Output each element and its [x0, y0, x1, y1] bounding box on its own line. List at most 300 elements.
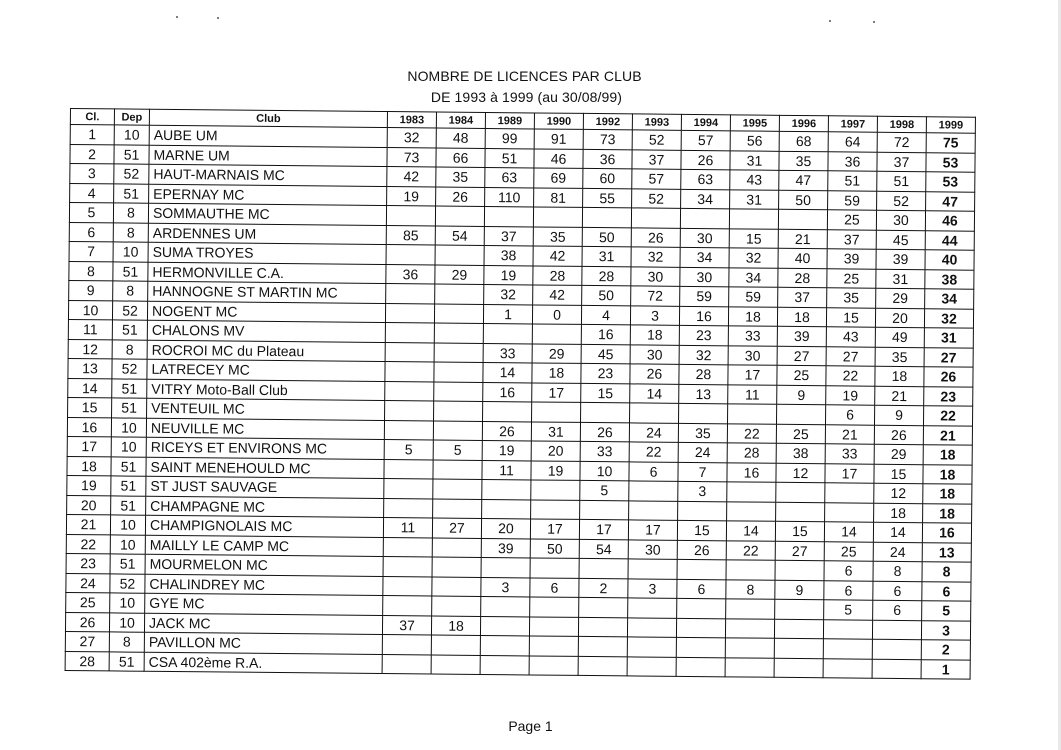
- count-cell: 17: [628, 520, 677, 540]
- count-cell: 16: [581, 324, 630, 344]
- count-cell: 35: [436, 167, 485, 187]
- count-cell: 2: [579, 578, 628, 598]
- count-cell: [823, 639, 872, 659]
- count-cell: 18: [923, 464, 972, 484]
- count-cell: 64: [828, 132, 877, 152]
- count-cell: 85: [386, 225, 435, 245]
- count-cell: 26: [436, 187, 485, 207]
- count-cell: 59: [828, 190, 877, 210]
- club-cell: VENTEUIL MC: [147, 398, 385, 420]
- count-cell: [778, 209, 827, 229]
- count-cell: 8: [922, 562, 971, 582]
- count-cell: [383, 557, 432, 577]
- count-cell: 7: [678, 462, 727, 482]
- count-cell: [725, 638, 774, 658]
- rank-cell: 9: [69, 280, 113, 300]
- count-cell: 6: [677, 579, 726, 599]
- count-cell: 1: [483, 304, 532, 324]
- count-cell: 15: [729, 228, 778, 248]
- count-cell: 27: [775, 541, 824, 561]
- count-cell: 30: [728, 345, 777, 365]
- count-cell: [432, 576, 481, 596]
- rank-cell: 18: [67, 456, 111, 476]
- rank-cell: 15: [68, 397, 112, 417]
- count-cell: [432, 557, 481, 577]
- count-cell: 9: [874, 405, 923, 425]
- count-cell: [825, 483, 874, 503]
- count-cell: 18: [875, 366, 924, 386]
- count-cell: 18: [923, 503, 972, 523]
- count-cell: 18: [728, 306, 777, 326]
- dep-cell: 8: [109, 632, 144, 652]
- count-cell: [776, 482, 825, 502]
- count-cell: [872, 620, 921, 640]
- dep-cell: 51: [112, 398, 147, 418]
- count-cell: [777, 404, 826, 424]
- club-cell: CHALONS MV: [147, 320, 385, 342]
- count-cell: 6: [922, 581, 971, 601]
- club-cell: HANNOGNE ST MARTIN MC: [148, 281, 386, 303]
- count-cell: 40: [778, 248, 827, 268]
- count-cell: 20: [481, 518, 530, 538]
- count-cell: 15: [874, 464, 923, 484]
- count-cell: 37: [877, 152, 926, 172]
- count-cell: 5: [433, 440, 482, 460]
- count-cell: [529, 636, 578, 656]
- count-cell: 73: [387, 147, 436, 167]
- count-cell: [578, 617, 627, 637]
- count-cell: 32: [679, 345, 728, 365]
- count-cell: 47: [926, 191, 975, 211]
- count-cell: [775, 560, 824, 580]
- count-cell: 12: [776, 463, 825, 483]
- count-cell: [383, 596, 432, 616]
- count-cell: 20: [531, 441, 580, 461]
- count-cell: [432, 537, 481, 557]
- count-cell: 9: [777, 385, 826, 405]
- count-cell: 10: [580, 461, 629, 481]
- count-cell: [532, 402, 581, 422]
- dep-cell: 8: [112, 339, 147, 359]
- count-cell: 27: [826, 346, 875, 366]
- count-cell: 25: [827, 268, 876, 288]
- count-cell: 27: [924, 347, 973, 367]
- count-cell: 51: [828, 171, 877, 191]
- dep-cell: 52: [112, 300, 147, 320]
- count-cell: 2: [921, 640, 970, 660]
- count-cell: 26: [924, 367, 973, 387]
- club-cell: CHAMPIGNOLAIS MC: [145, 515, 383, 537]
- count-cell: 42: [533, 285, 582, 305]
- count-cell: [384, 479, 433, 499]
- count-cell: 44: [925, 230, 974, 250]
- count-cell: 14: [873, 522, 922, 542]
- count-cell: 12: [874, 483, 923, 503]
- count-cell: 8: [873, 561, 922, 581]
- count-cell: [385, 342, 434, 362]
- count-cell: [529, 655, 578, 675]
- count-cell: 13: [679, 384, 728, 404]
- count-cell: [531, 480, 580, 500]
- count-cell: 68: [779, 131, 828, 151]
- count-cell: 3: [481, 577, 530, 597]
- count-cell: 36: [386, 264, 435, 284]
- count-cell: [582, 207, 631, 227]
- rank-cell: 19: [67, 475, 111, 495]
- dep-cell: 10: [114, 125, 149, 145]
- count-cell: 22: [923, 406, 972, 426]
- count-cell: 18: [630, 325, 679, 345]
- count-cell: 59: [729, 287, 778, 307]
- club-cell: HAUT-MARNAIS MC: [149, 164, 387, 186]
- count-cell: 110: [485, 187, 534, 207]
- count-cell: 91: [534, 129, 583, 149]
- count-cell: 6: [824, 561, 873, 581]
- count-cell: 19: [826, 385, 875, 405]
- dep-cell: 51: [111, 495, 146, 515]
- count-cell: 52: [632, 130, 681, 150]
- count-cell: 31: [531, 421, 580, 441]
- count-cell: 50: [582, 285, 631, 305]
- count-cell: 32: [924, 308, 973, 328]
- count-cell: [433, 479, 482, 499]
- count-cell: [483, 401, 532, 421]
- count-cell: 39: [827, 249, 876, 269]
- rank-cell: 8: [69, 261, 113, 281]
- count-cell: 25: [824, 541, 873, 561]
- count-cell: [631, 208, 680, 228]
- count-cell: [727, 482, 776, 502]
- count-cell: [676, 637, 725, 657]
- count-cell: 29: [435, 265, 484, 285]
- count-cell: [677, 598, 726, 618]
- count-cell: 5: [384, 440, 433, 460]
- count-cell: 15: [677, 520, 726, 540]
- count-cell: 52: [632, 188, 681, 208]
- count-cell: 15: [581, 383, 630, 403]
- club-cell: NOGENT MC: [147, 301, 385, 323]
- count-cell: [628, 598, 677, 618]
- count-cell: 56: [730, 131, 779, 151]
- rank-cell: 3: [70, 164, 114, 184]
- count-cell: 24: [873, 542, 922, 562]
- count-cell: 5: [580, 480, 629, 500]
- count-cell: 26: [482, 421, 531, 441]
- count-cell: 48: [436, 128, 485, 148]
- rank-cell: 20: [67, 495, 111, 515]
- count-cell: [384, 498, 433, 518]
- count-cell: 13: [922, 542, 971, 562]
- count-cell: [384, 420, 433, 440]
- rank-cell: 13: [68, 358, 112, 378]
- count-cell: 26: [631, 227, 680, 247]
- count-cell: 19: [484, 265, 533, 285]
- count-cell: 29: [876, 288, 925, 308]
- count-cell: 28: [533, 265, 582, 285]
- count-cell: 35: [779, 151, 828, 171]
- count-cell: [627, 637, 676, 657]
- count-cell: 23: [581, 363, 630, 383]
- count-cell: 8: [726, 579, 775, 599]
- count-cell: [386, 284, 435, 304]
- count-cell: 11: [383, 518, 432, 538]
- count-cell: 16: [727, 462, 776, 482]
- count-cell: [774, 619, 823, 639]
- count-cell: 42: [387, 167, 436, 187]
- count-cell: [531, 499, 580, 519]
- count-cell: [434, 382, 483, 402]
- club-cell: EPERNAY MC: [149, 184, 387, 206]
- count-cell: 55: [583, 188, 632, 208]
- rank-cell: 26: [65, 612, 109, 632]
- club-cell: ARDENNES UM: [148, 223, 386, 245]
- count-cell: 30: [630, 344, 679, 364]
- count-cell: 16: [483, 382, 532, 402]
- count-cell: [627, 617, 676, 637]
- count-cell: 3: [630, 305, 679, 325]
- dep-cell: 10: [111, 437, 146, 457]
- club-cell: MARNE UM: [149, 145, 387, 167]
- count-cell: 21: [875, 386, 924, 406]
- count-cell: [386, 245, 435, 265]
- rank-cell: 21: [66, 514, 110, 534]
- count-cell: 33: [580, 441, 629, 461]
- count-cell: 34: [925, 289, 974, 309]
- count-cell: 72: [631, 286, 680, 306]
- count-cell: 17: [532, 382, 581, 402]
- count-cell: [629, 500, 678, 520]
- club-cell: PAVILLON MC: [144, 632, 382, 654]
- dep-cell: 51: [111, 456, 146, 476]
- count-cell: 32: [484, 284, 533, 304]
- licences-table: [65, 108, 976, 680]
- column-header: 1990: [534, 113, 583, 129]
- count-cell: [676, 618, 725, 638]
- count-cell: 46: [925, 211, 974, 231]
- count-cell: [530, 558, 579, 578]
- dep-cell: 10: [110, 593, 145, 613]
- count-cell: [434, 323, 483, 343]
- column-header: Dep: [114, 109, 149, 125]
- rank-cell: 27: [65, 631, 109, 651]
- count-cell: 22: [826, 366, 875, 386]
- count-cell: [484, 206, 533, 226]
- dep-cell: 8: [113, 281, 148, 301]
- count-cell: 23: [924, 386, 973, 406]
- count-cell: 6: [873, 581, 922, 601]
- count-cell: 32: [387, 128, 436, 148]
- count-cell: 14: [630, 383, 679, 403]
- count-cell: 47: [779, 170, 828, 190]
- scan-speck: [176, 16, 178, 18]
- dep-cell: 52: [110, 573, 145, 593]
- scan-speck: [217, 17, 219, 19]
- count-cell: 6: [530, 577, 579, 597]
- count-cell: 51: [877, 171, 926, 191]
- count-cell: [482, 479, 531, 499]
- count-cell: 53: [926, 152, 975, 172]
- count-cell: 37: [827, 229, 876, 249]
- count-cell: 81: [534, 187, 583, 207]
- count-cell: 52: [877, 191, 926, 211]
- scan-speck: [873, 21, 875, 23]
- count-cell: [725, 657, 774, 677]
- count-cell: [725, 618, 774, 638]
- count-cell: [434, 362, 483, 382]
- rank-cell: 6: [69, 222, 113, 242]
- count-cell: [578, 636, 627, 656]
- column-header: 1989: [485, 112, 534, 128]
- dep-cell: 10: [110, 515, 145, 535]
- count-cell: 25: [827, 210, 876, 230]
- club-cell: MAILLY LE CAMP MC: [145, 535, 383, 557]
- count-cell: 21: [825, 424, 874, 444]
- count-cell: 3: [921, 620, 970, 640]
- count-cell: 39: [876, 249, 925, 269]
- column-header: 1993: [632, 114, 681, 130]
- count-cell: 45: [876, 230, 925, 250]
- count-cell: 57: [632, 169, 681, 189]
- rank-cell: 25: [66, 592, 110, 612]
- count-cell: 36: [583, 149, 632, 169]
- count-cell: [434, 343, 483, 363]
- count-cell: 31: [876, 269, 925, 289]
- count-cell: [728, 404, 777, 424]
- count-cell: 3: [628, 578, 677, 598]
- column-header: Club: [149, 109, 387, 127]
- count-cell: [630, 403, 679, 423]
- count-cell: [823, 619, 872, 639]
- count-cell: 36: [828, 151, 877, 171]
- count-cell: 39: [481, 538, 530, 558]
- count-cell: 37: [484, 226, 533, 246]
- count-cell: 17: [825, 463, 874, 483]
- count-cell: 63: [681, 169, 730, 189]
- count-cell: [435, 245, 484, 265]
- count-cell: 31: [582, 246, 631, 266]
- column-header: 1997: [828, 116, 877, 132]
- count-cell: 30: [680, 267, 729, 287]
- count-cell: 26: [681, 150, 730, 170]
- count-cell: 19: [482, 440, 531, 460]
- dep-cell: 10: [110, 534, 145, 554]
- count-cell: 50: [530, 538, 579, 558]
- rank-cell: 23: [66, 553, 110, 573]
- count-cell: 99: [485, 128, 534, 148]
- count-cell: 35: [533, 226, 582, 246]
- count-cell: 29: [874, 444, 923, 464]
- count-cell: 51: [485, 148, 534, 168]
- count-cell: 28: [778, 268, 827, 288]
- rank-cell: 2: [70, 144, 114, 164]
- count-cell: 17: [728, 365, 777, 385]
- count-cell: 19: [531, 460, 580, 480]
- club-cell: ST JUST SAUVAGE: [146, 476, 384, 498]
- count-cell: 57: [681, 130, 730, 150]
- count-cell: 43: [826, 327, 875, 347]
- count-cell: 18: [532, 363, 581, 383]
- count-cell: 38: [925, 269, 974, 289]
- count-cell: 18: [923, 484, 972, 504]
- count-cell: [627, 656, 676, 676]
- count-cell: 50: [582, 227, 631, 247]
- count-cell: [529, 616, 578, 636]
- count-cell: [433, 499, 482, 519]
- count-cell: 0: [532, 304, 581, 324]
- count-cell: 20: [875, 308, 924, 328]
- club-cell: RICEYS ET ENVIRONS MC: [146, 437, 384, 459]
- count-cell: 73: [583, 129, 632, 149]
- count-cell: 27: [777, 346, 826, 366]
- count-cell: 25: [776, 424, 825, 444]
- count-cell: [434, 401, 483, 421]
- count-cell: [435, 284, 484, 304]
- count-cell: 22: [726, 540, 775, 560]
- count-cell: 42: [533, 246, 582, 266]
- club-cell: NEUVILLE MC: [146, 418, 384, 440]
- count-cell: [579, 597, 628, 617]
- count-cell: [481, 596, 530, 616]
- count-cell: 72: [877, 132, 926, 152]
- count-cell: 33: [825, 444, 874, 464]
- column-header: 1984: [436, 112, 485, 128]
- count-cell: [482, 499, 531, 519]
- dep-cell: 10: [111, 417, 146, 437]
- count-cell: [774, 658, 823, 678]
- count-cell: [679, 403, 728, 423]
- count-cell: 18: [923, 445, 972, 465]
- count-cell: 18: [874, 503, 923, 523]
- dep-cell: 51: [112, 320, 147, 340]
- rank-cell: 1: [70, 125, 114, 145]
- dep-cell: 10: [109, 612, 144, 632]
- count-cell: [775, 599, 824, 619]
- count-cell: 6: [629, 461, 678, 481]
- document-subtitle: DE 1993 à 1999 (au 30/08/99): [430, 89, 623, 105]
- count-cell: 24: [678, 442, 727, 462]
- count-cell: [483, 323, 532, 343]
- count-cell: 26: [874, 425, 923, 445]
- column-header: 1996: [779, 115, 828, 131]
- club-cell: HERMONVILLE C.A.: [148, 262, 386, 284]
- column-header: 1998: [877, 116, 926, 132]
- count-cell: 26: [630, 364, 679, 384]
- club-cell: SUMA TROYES: [148, 242, 386, 264]
- club-cell: CHAMPAGNE MC: [146, 496, 384, 518]
- licences-table-container: [65, 108, 976, 680]
- dep-cell: 51: [110, 554, 145, 574]
- rank-cell: 7: [69, 241, 113, 261]
- count-cell: 19: [387, 186, 436, 206]
- scan-speck: [829, 20, 831, 22]
- count-cell: 21: [778, 229, 827, 249]
- count-cell: 16: [679, 306, 728, 326]
- count-cell: [580, 500, 629, 520]
- rank-cell: 24: [66, 573, 110, 593]
- count-cell: 22: [727, 423, 776, 443]
- document-title: NOMBRE DE LICENCES PAR CLUB: [407, 68, 642, 84]
- count-cell: [433, 460, 482, 480]
- count-cell: 23: [679, 325, 728, 345]
- count-cell: [581, 402, 630, 422]
- count-cell: [776, 502, 825, 522]
- dep-cell: 51: [112, 378, 147, 398]
- count-cell: 69: [534, 168, 583, 188]
- count-cell: 17: [530, 519, 579, 539]
- dep-cell: 8: [113, 222, 148, 242]
- count-cell: 26: [677, 540, 726, 560]
- count-cell: [872, 639, 921, 659]
